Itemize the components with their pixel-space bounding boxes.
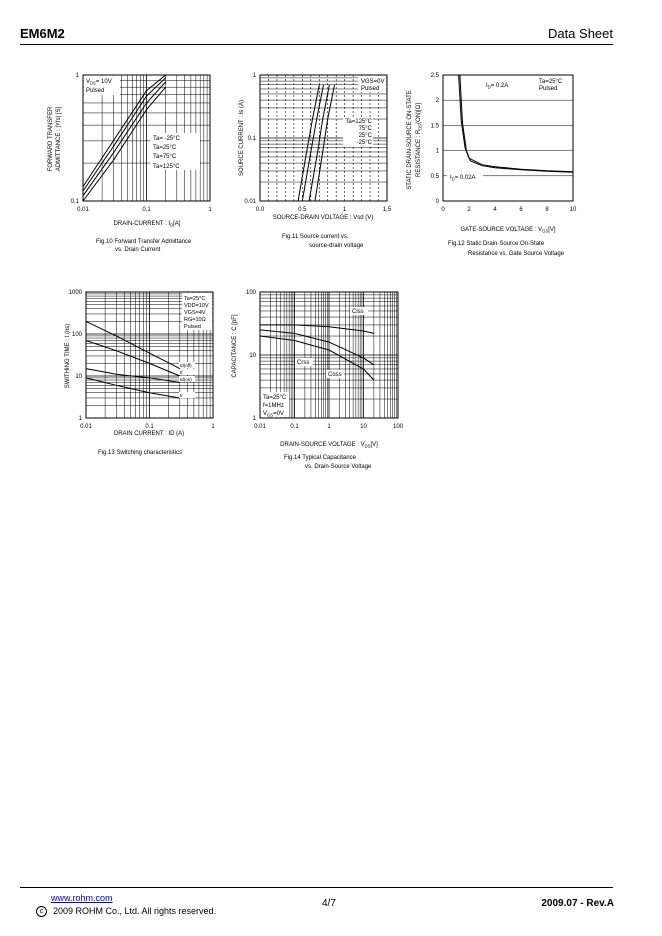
legend-label: Ta= -25°C — [153, 136, 180, 142]
chart-fig12 — [431, 73, 577, 213]
series-line-4 — [315, 85, 335, 201]
y-tick-label: 0 — [435, 199, 439, 205]
legend-label: Ciss — [352, 309, 364, 315]
y-tick-label: 1000 — [68, 290, 82, 296]
legend-label: -25°C — [356, 140, 372, 146]
condition-pulsed: Pulsed — [539, 86, 558, 92]
website-link[interactable]: www.rohm.com — [51, 893, 113, 903]
y-axis-label-2: RESISTANCE : $R_{DS}(ON)[\Omega]$ — [416, 103, 423, 177]
y-tick-label: 0.5 — [430, 173, 439, 180]
x-tick-label: 0.01 — [254, 424, 266, 430]
x-tick-label: 0.5 — [298, 207, 307, 213]
copyright-symbol: c — [36, 906, 47, 917]
y-tick-label: 100 — [71, 332, 82, 338]
legend-label: td(off) — [180, 363, 192, 368]
x-tick-label: 1 — [342, 207, 347, 213]
legend-label: 75°C — [358, 126, 372, 132]
x-tick-label: 2 — [467, 207, 471, 213]
x-tick-label: 0.1 — [142, 207, 151, 213]
y-tick-label: 1.5 — [430, 123, 439, 130]
x-tick-label: 10 — [360, 424, 367, 430]
x-axis-label: SOURCE-DRAIN VOLTAGE : Vsd (V) — [272, 215, 374, 221]
legend-label: Ta=125°C — [345, 119, 372, 125]
y-axis-label: FORWARD TRANSFER — [48, 106, 54, 172]
y-tick-label: 100 — [245, 290, 256, 296]
y-axis-label: STATIC DRAIN-SOURCE ON-STATE — [407, 90, 413, 190]
legend-label-id02: $I_D= 0.2A$ — [486, 83, 509, 90]
x-tick-label: 1.5 — [382, 207, 392, 213]
x-axis-label: GATE-SOURCE VOLTAGE : $V_{GS}[V]$ — [460, 227, 556, 234]
x-tick-label: 4 — [493, 207, 497, 213]
series-line-3 — [260, 330, 374, 365]
x-tick-label: 0 — [441, 207, 445, 213]
x-tick-label: 10 — [569, 207, 577, 213]
y-tick-label: 10 — [75, 374, 82, 380]
x-tick-label: 1 — [327, 424, 331, 430]
condition-line: Ta=25°C — [184, 296, 206, 302]
x-tick-label: 0.1 — [290, 424, 299, 430]
x-tick-label: 100 — [392, 424, 404, 430]
legend-label: tf — [180, 370, 183, 375]
page-number: 4/7 — [322, 898, 336, 909]
copyright-text: 2009 ROHM Co., Ltd. All rights reserved. — [53, 906, 217, 916]
y-tick-label: 0.1 — [247, 136, 256, 142]
x-axis-label: DRAIN-SOURCE VOLTAGE : $V_{DS}[V]$ — [280, 442, 378, 449]
y-tick-label: 1 — [78, 416, 82, 422]
figure-caption-2: Resistance vs. Gate Source Voltage — [468, 251, 565, 257]
figure-caption: Fig.10 Forward Transfer Admittance — [96, 239, 192, 245]
series-line-2 — [86, 341, 180, 377]
figure-caption: Fig.12 Static Drain-Source On-State — [448, 241, 545, 247]
series-line-4 — [86, 378, 180, 398]
condition-freq: f=1MHz — [263, 403, 284, 409]
condition-line: VDD=10V — [184, 303, 209, 309]
x-tick-label: 8 — [545, 207, 549, 213]
figure-caption: Fig.11 Source current vs. — [282, 234, 349, 240]
y-tick-label: 1 — [75, 73, 79, 79]
y-tick-label: 0.1 — [70, 199, 79, 205]
y-tick-label: 1 — [252, 416, 256, 422]
part-number: EM6M2 — [20, 26, 65, 41]
revision: 2009.07 - Rev.A — [541, 898, 614, 909]
figure-caption: Fig.14 Typical Capacitance — [284, 455, 356, 461]
condition-ta: Ta=25°C — [263, 395, 287, 401]
figure-caption-2: source-drain voltage — [309, 243, 364, 249]
condition-pulsed: Pulsed — [86, 88, 105, 94]
x-tick-label: 0.01 — [77, 207, 89, 213]
copyright — [36, 906, 216, 917]
legend-label: Coss — [328, 372, 342, 378]
x-axis-label: DRAIN-CURRENT : $I_D[A]$ — [113, 221, 181, 228]
footer-divider — [20, 887, 613, 888]
condition-line: VGS=4V — [184, 310, 206, 316]
y-tick-label: 1 — [252, 73, 256, 79]
y-tick-label: 2 — [435, 98, 439, 105]
legend-label: 25°C — [358, 133, 372, 139]
legend-label: Crss — [297, 360, 310, 366]
y-tick-label: 1 — [435, 148, 439, 155]
condition-ta: Ta=25°C — [539, 79, 563, 85]
legend-label: Ta=75°C — [153, 154, 177, 160]
legend-label: tr — [180, 393, 183, 398]
y-tick-label: 0.01 — [244, 199, 256, 205]
x-tick-label: 1 — [211, 424, 215, 430]
legend-label-id002: $I_D= 0.02A$ — [450, 175, 476, 182]
legend-label: Ta=25°C — [153, 145, 177, 151]
x-axis-label: DRAIN CURRENT : ID (A) — [113, 431, 185, 437]
legend-label: td(on) — [180, 377, 192, 382]
series-line-2 — [302, 85, 323, 201]
y-axis-label-2: ADMITTANCE : |Yfs| [S] — [56, 106, 62, 172]
legend-label: Ta=125°C — [153, 164, 180, 170]
y-axis-label: CAPACITANCE : C [pF] — [232, 314, 238, 378]
condition-pulsed: Pulsed — [361, 86, 380, 92]
x-tick-label: 0.01 — [80, 424, 92, 430]
condition-vgs: $V_{GS}=0V$ — [263, 411, 284, 418]
condition-vds: $V_{DS}= 10V$ — [86, 79, 112, 86]
x-tick-label: 0.1 — [145, 424, 154, 430]
condition-vgs: VGS=0V — [361, 79, 385, 85]
figure-caption-2: vs. Drain Current — [115, 247, 161, 253]
x-tick-label: 1 — [208, 207, 212, 213]
doc-type: Data Sheet — [547, 26, 613, 41]
condition-line: Pulsed — [184, 324, 201, 330]
figure-caption-2: vs. Drain-Source Voltage — [305, 464, 372, 470]
y-tick-label: 2.5 — [430, 73, 439, 79]
condition-line: RG=10Ω — [184, 317, 206, 323]
y-tick-label: 10 — [249, 353, 256, 359]
x-tick-label: 6 — [519, 207, 523, 213]
series-line-1 — [298, 85, 319, 201]
x-tick-label: 0.0 — [255, 207, 265, 213]
plot-frame — [443, 75, 573, 201]
figure-caption: Fig.13 Switching characteristics — [98, 450, 183, 456]
y-axis-label: SWITHING TIME : t (ns) — [65, 323, 71, 389]
y-axis-label: SOURCE CURRENT : Is (A) — [239, 100, 245, 176]
